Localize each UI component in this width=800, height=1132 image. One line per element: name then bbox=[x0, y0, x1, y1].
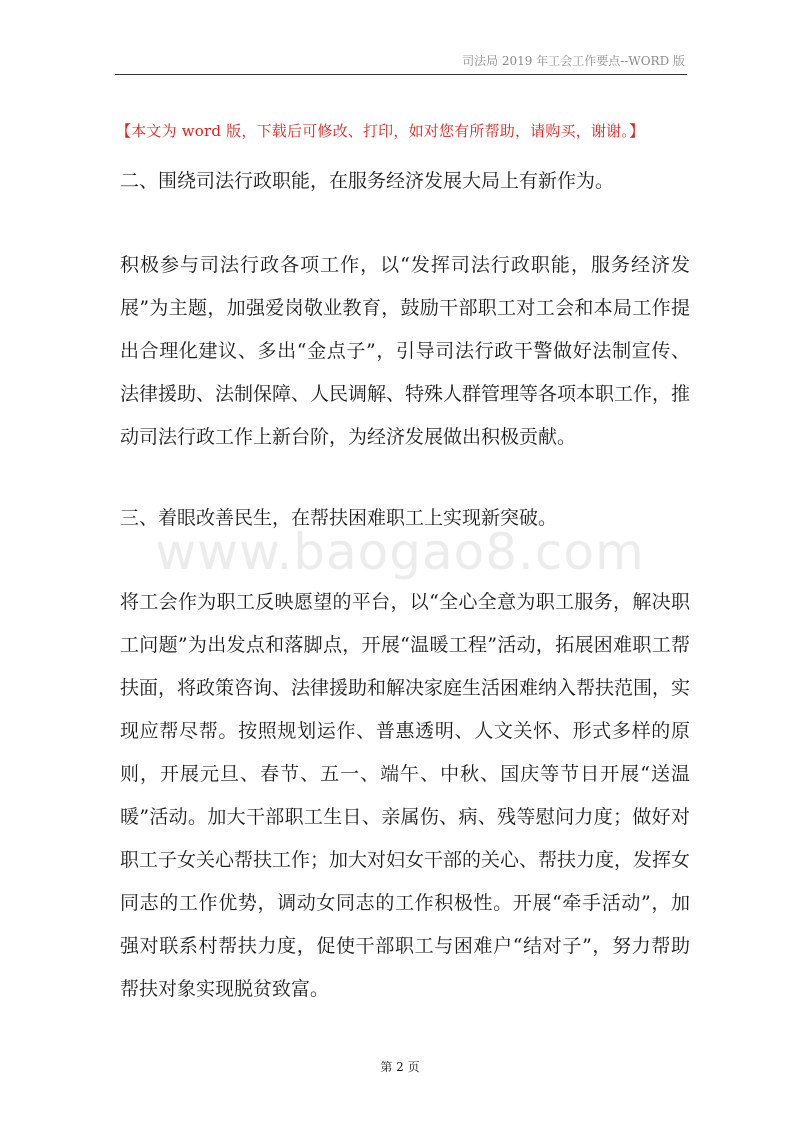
section-2-paragraph: 积极参与司法行政各项工作，以“发挥司法行政职能，服务经济发展”为主题，加强爱岗敬业教育，鼓励干部职工对工会和本局工作提出合理化建议、多出“金点子”，引导司法行政干警做好法制宣传、法律援助、法制保障、人民调解、特殊人群管理等各项本职工作，推动司法行政工作上新台阶，为经济发展做出积极贡献。 bbox=[120, 254, 691, 448]
section-3-paragraph: 将工会作为职工反映愿望的平台，以“全心全意为职工服务，解决职工问题”为出发点和落脚点，开展“温暖工程”活动，拓展困难职工帮扶面，将政策咨询、法律援助和解决家庭生活困难纳入帮扶范围，实现应帮尽帮。按照规划运作、普惠透明、人文关怀、形式多样的原则，开展元旦、春节、五一、端午、中秋、国庆等节日开展“送温暖”活动。加大干部职工生日、亲属伤、病、残等慰问力度；做好对职工子女关心帮扶工作；加大对妇女干部的关心、帮扶力度，发挥女同志的工作优势，调动女同志的工作积极性。开展“牵手活动”，加强对联系村帮扶力度，促使干部职工与困难户“结对子”，努力帮助帮扶对象实现脱贫致富。 bbox=[120, 591, 691, 1000]
section-3-heading: 三、着眼改善民生，在帮扶困难职工上实现新突破。 bbox=[120, 507, 558, 529]
page-number: 第 2 页 bbox=[380, 1060, 420, 1074]
section-2-heading: 二、围绕司法行政职能，在服务经济发展大局上有新作为。 bbox=[120, 170, 615, 192]
watermark: www.baogao8.com bbox=[155, 523, 645, 581]
page-header-title: 司法局 2019 年工会工作要点--WORD 版 bbox=[462, 54, 685, 68]
download-notice: 【本文为 word 版，下载后可修改、打印，如对您有所帮助，请购买，谢谢。】 bbox=[116, 122, 645, 140]
header-divider bbox=[115, 74, 687, 75]
